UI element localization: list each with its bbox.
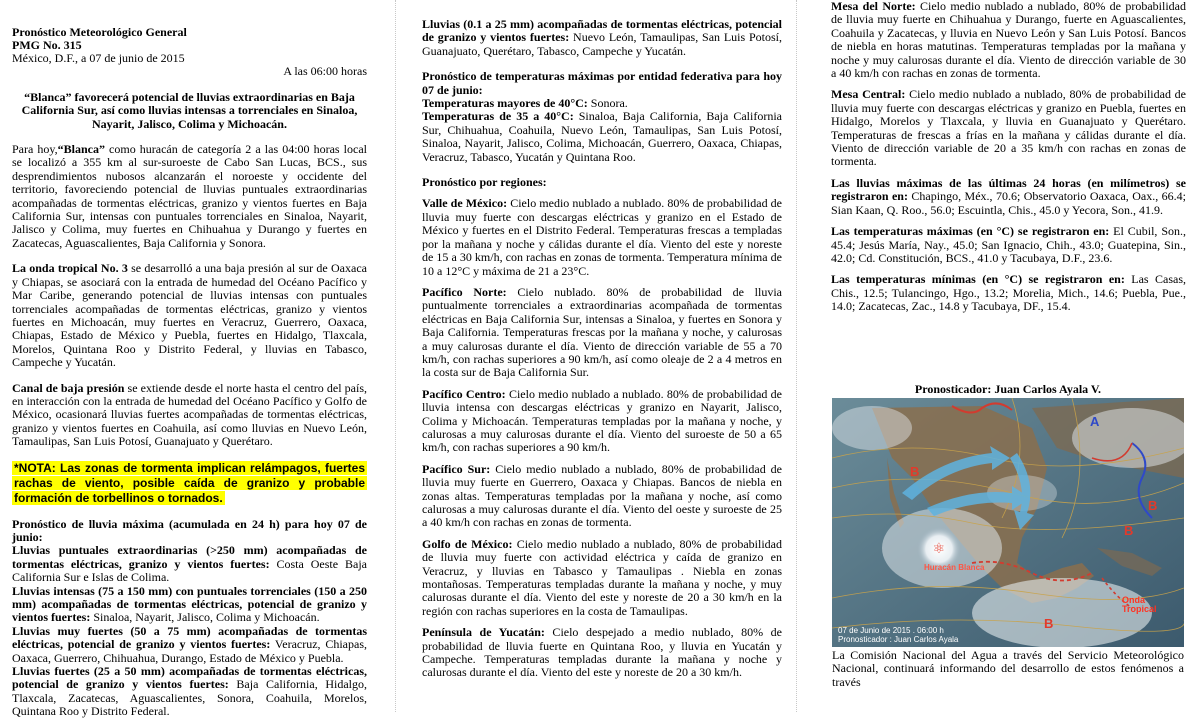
headline: “Blanca” favorecerá potencial de lluvias extraordinarias en Baja California Sur, así como lluvias intensas a torrenciales en Sinaloa, Nayarit, Jalisco, Colima y Michoacán. [21,89,358,131]
low-letter: B [1148,498,1158,513]
observation-record: Las temperaturas máximas (en °C) se registraron en: El Cubil, Son., 45.4; Jesús María, Nay., 45.0; San Ignacio, Chih., 43.0; Guatepina, Sin., 42.0; Cd. Constitución, BCS., 41.0 y Tacubaya, D.F., 23.6. [831,224,1186,265]
region-forecast: Mesa Central: Cielo medio nublado a nublado, 80% de probabilidad de lluvia muy fuerte con descargas eléctricas y granizo en Puebla, fuertes en Hidalgo, Morelos y Tlaxcala, y lluvia en Guanajuato y Querétaro. Temperaturas de frescas a frías en la mañana y cálidas durante el día. Viento de dirección variable de 20 a 35 km/h con rachas en zonas de tormenta. [831,87,1187,169]
region-forecast: Pacífico Sur: Cielo medio nublado a nublado, 80% de probabilidad de lluvia muy fuerte en Guerrero, Oaxaca y Chiapas. Bancos de niebla en zonas altas. Temperaturas templadas por la mañana y noche, así como calurosas a muy calurosas durante el día. Viento del oeste y suroeste de 25 a 40 km/h con rachas en zonas de tormenta. [422,461,782,530]
column-left [0,0,395,719]
temp-forecast-title: Pronóstico de temperaturas máximas por entidad federativa para hoy 07 de junio: [422,69,782,97]
low-channel-paragraph: Canal de baja presión se extiende desde el norte hasta el centro del país, en interacción con la entrada de humedad del Océano Pacífico y Golfo de México, ocasionará lluvias fuertes acompañadas de tormentas eléctricas, granizo y vientos fuertes en Coahuila, así como lluvias en Nuevo León, Tamaulipas, San Luis Potosí, Guanajuato y Querétaro. [12,380,367,449]
column-middle [395,0,796,712]
doc-title: Pronóstico Meteorológico General [12,25,187,39]
svg-text:⚛: ⚛ [932,541,946,557]
regions-list-cont [831,0,1186,169]
tropical-wave-label: Onda Tropical [1122,595,1157,614]
rain-forecast-list [12,544,367,718]
forecaster: Pronosticador: Juan Carlos Ayala V. [914,382,1102,396]
region-forecast: Mesa del Norte: Cielo medio nublado a nublado, 80% de probabilidad de lluvia muy fuerte en Chihuahua y Durango, fuerte en Aguascalientes, Coahuila y Zacatecas, y lluvia en Nuevo León y San Luis Potosí. Bancos de niebla en horas matutinas. Temperaturas templadas por la mañana y noche y muy calurosas durante el día. Viento de dirección variable de 30 a 40 km/h con rachas en zonas de tormenta. [831,0,1186,81]
rain-forecast-title: Pronóstico de lluvia máxima (acumulada en 24 h) para hoy 07 de junio: [12,516,367,544]
map-forecaster: Pronosticador : Juan Carlos Ayala [838,635,959,644]
temp-item: Temperaturas de 35 a 40°C: Sinaloa, Baja California, Baja California Sur, Chihuahua, Coahuila, Nuevo León, Tamaulipas, San Luis Potosí, Sinaloa, Nayarit, Jalisco, Colima, Michoacán, Guerrero, Oaxaca, Chiapas, Veracruz, Tabasco, Yucatán y Quintana Roo. [422,109,782,164]
high-letter: A [1090,414,1100,429]
region-forecast: Península de Yucatán: Cielo despejado a medio nublado, 80% de probabilidad de lluvia fuerte en Quintana Roo, y lluvia en Yucatán y Campeche. Temperaturas templadas durante la mañana y noche y calurosas durante el día. Viento del este y noreste de 20 a 30 km/h. [422,625,782,680]
observation-record: Las temperaturas mínimas (en °C) se registraron en: Las Casas, Chis., 12.5; Tulancingo, Hgo., 13.2; Morelia, Mich., 14.6; Puebla, Pue., 14.0; Zacatecas, Zac., 14.8 y Tacubaya, DF., 15.4. [831,272,1187,314]
intro-paragraph: Para hoy,“Blanca” como huracán de categoría 2 a las 04:00 horas local se localizó a 355 km al sur-suroeste de Cabo San Lucas, BCS., sus desprendimientos nubosos alcanzarán el noroeste y occidente del territorio, favoreciendo potencial de lluvias puntuales extraordinarias acompañadas de tormentas eléctricas, granizo y vientos fuertes en Baja California Sur, intensas con puntuales torrenciales en Sinaloa, Nayarit, Jalisco y Colima, muy fuertes en Chihuahua y Durango y fuertes en Zacatecas, Aguascalientes, Baja California y Sonora. [12,142,367,250]
doc-time: A las 06:00 horas [283,64,367,79]
low-letter: B [1124,523,1134,538]
low-letter: B [1044,616,1054,631]
region-forecast: Pacífico Norte: Cielo nublado. 80% de probabilidad de lluvia puntualmente torrenciales a extraordinarias acompañada de tormentas eléctricas en Baja California Sur, intensas a Sinaloa, y fuertes en Sonora y Baja California. Temperaturas frescas por la mañana y noche, y calurosas a muy calurosas durante el día. Viento de dirección variable de 55 a 70 km/h, con rachas superiores a 90 km/h, así como oleaje de 2 a 4 metros en la costa sur de Baja California Sur. [422,284,782,380]
map-date: 07 de Junio de 2015 . 06:00 h [838,626,944,635]
region-forecast: Valle de México: Cielo medio nublado a nublado. 80% de probabilidad de lluvia muy fuerte con descargas eléctricas y granizo en el Estado de México y fuertes en el Distrito Federal. Temperaturas frescas a templadas por la mañana y noche y cálidas durante el día. Viento del este y noreste de 15 a 30 km/h, con rachas en zonas de tormenta. Temperatura mínima de 10 a 12°C y máxima de 21 a 23°C. [422,196,783,278]
low-letter: B [910,464,920,479]
observation-record: Las lluvias máximas de las últimas 24 horas (en milímetros) se registraron en: Chapingo, Méx., 70.6; Observatorio Oaxaca, Oax., 66.4; Sian Kaan, Q. Roo., 56.0; Escuintla, Chis., 45.0 y Yecora, Son., 41.9. [831,175,1186,217]
region-forecast: Golfo de México: Cielo medio nublado a nublado, 80% de probabilidad de lluvia muy fuerte con actividad eléctrica y caída de granizo en Veracruz, y lluvias en Tabasco y Tamaulipas . Niebla en zonas montañosas. Temperaturas templadas durante la mañana y noche, y muy calurosas durante el día. Viento del este y noreste de 20 a 30 km/h en la región con rachas superiores en la costa de Tamaulipas. [422,536,782,618]
storm-note: *NOTA: Las zonas de tormenta implican relámpagos, fuertes rachas de viento, posible caída de granizo y probable formación de torbellinos o tornados. [14,460,365,505]
tropical-wave-paragraph: La onda tropical No. 3 se desarrolló a una baja presión al sur de Oaxaca y Chiapas, se asociará con la entrada de humedad del Océano Pacífico y Mar Caribe, generando potencial de lluvias intensas con puntuales torrenciales acompañadas de tormentas eléctricas, granizo y vientos fuertes en Michoacán, muy fuertes en Veracruz, Guerrero, Oaxaca, Chiapas, Estado de México y Puebla, fuertes en Hidalgo, Tlaxcala, Morelos, Quintana Roo y Distrito Federal, y lluvias en Tabasco, Campeche y Yucatán. [12,261,367,370]
doc-date: México, D.F., a 07 de junio de 2015 [12,51,185,65]
rain-forecast-item: Lluvias puntuales extraordinarias (>250 mm) acompañadas de tormentas eléctricas, granizo y vientos fuertes: Costa Oeste Baja California Sur e Islas de Colima. [12,543,367,585]
regions-list [422,197,782,679]
hurricane-name: “Blanca” [57,142,105,157]
closing-caption: La Comisión Nacional del Agua a través del Servicio Meteorológico Nacional, continuará informando del desarrollo de estos fenómenos a través [832,648,1184,689]
rain-forecast-list-cont [422,18,782,58]
regions-title: Pronóstico por regiones: [422,175,547,190]
rain-forecast-item: Lluvias muy fuertes (50 a 75 mm) acompañadas de tormentas eléctricas, potencial de granizo y vientos fuertes: Veracruz, Chiapas, Oaxaca, Guerrero, Chihuahua, Durango, Estado de México y Puebla. [12,623,367,665]
hurricane-label: Huracán Blanca [924,563,985,572]
doc-number: PMG No. 315 [12,38,82,52]
rain-forecast-item: Lluvias fuertes (25 a 50 mm) acompañadas de tormentas eléctricas, potencial de granizo y vientos fuertes: Baja California, Hidalgo, Tlaxcala, Zacatecas, Aguascalientes, Sonora, Coahuila, Morelos, Quintana Roo y Distrito Federal. [12,664,367,719]
rain-forecast-item: Lluvias intensas (75 a 150 mm) con puntuales torrenciales (150 a 250 mm) acompañadas de tormentas eléctricas, potencial de granizo y vientos fuertes: Sinaloa, Nayarit, Jalisco, Colima y Michoacán. [12,583,367,625]
temp-item: Temperaturas mayores de 40°C: Sonora. [422,96,628,111]
synoptic-map [832,398,1184,647]
rain-forecast-item: Lluvias (0.1 a 25 mm) acompañadas de tormentas eléctricas, potencial de granizo y vientos fuertes: Nuevo León, Tamaulipas, San Luis Potosí, Guanajuato, Querétaro, Tabasco, Campeche y Yucatán. [422,17,782,58]
region-forecast: Pacífico Centro: Cielo medio nublado a nublado. 80% de probabilidad de lluvia intensa con descargas eléctricas y granizo en Nayarit, Jalisco, Colima y Michoacán. Temperaturas templadas por la mañana y noche, y calurosas a muy calurosas durante el día. Viento del suroeste de 50 a 65 km/h, con rachas superiores a 90 km/h. [422,386,783,455]
observations-list [831,177,1186,322]
